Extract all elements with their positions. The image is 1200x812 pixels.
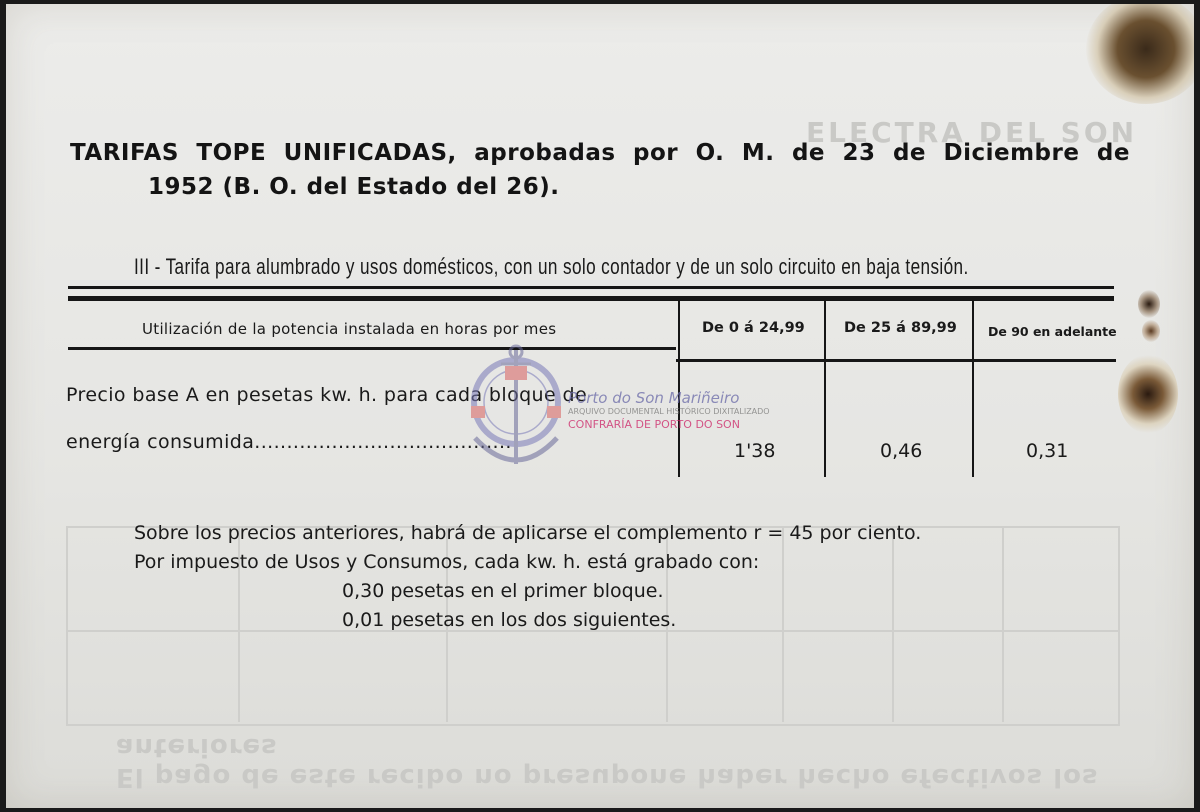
price-block-2: 0,46 [880,440,923,462]
anchor-stamp-icon [461,342,571,477]
col-divider-3 [972,301,974,477]
ghost-text-bottom: El pago de este recibo no presupone haber hecho efectivos los anteriores [116,732,1099,792]
ghost-table-vline [782,526,784,722]
note-complement: Sobre los precios anteriores, habrá de aplicarse el complemento r = 45 por ciento. [134,522,922,544]
ghost-table-vline [1002,526,1004,722]
price-block-3: 0,31 [1026,440,1069,462]
price-block-1: 1'38 [734,440,776,462]
ghost-text-top-right: ELECTRA DEL SON [806,116,1138,149]
stain-right [1118,354,1178,434]
document-title [70,136,1130,204]
note-tax-first-block: 0,30 pesetas en el primer bloque. [342,580,664,602]
header-col-3: De 90 en adelante [988,324,1117,339]
stain-right-small [1138,290,1160,318]
header-col-1: De 0 á 24,99 [702,320,805,336]
stamp-line-2: ARQUIVO DOCUMENTAL HISTÓRICO DIXITALIZADO [568,407,770,416]
stamp-line-3: CONFRARÍA DE PORTO DO SON [568,418,740,431]
header-bottom-rule-right [676,359,1116,362]
col-divider-2 [824,301,826,477]
header-hours-per-month: Utilización de la potencia instalada en horas por mes [142,320,557,338]
row-label-line-1: Precio base A en pesetas kw. h. para cada bloque de [66,384,588,406]
table-top-rule-2 [68,296,1114,301]
header-bottom-rule [68,347,676,350]
ghost-table-vline [892,526,894,722]
stamp-text [568,389,770,431]
stain-right-small-2 [1142,320,1160,342]
note-tax: Por impuesto de Usos y Consumos, cada kw. h. está grabado con: [134,551,760,573]
stamp-line-1: Porto do Son Mariñeiro [568,389,740,407]
row-label-line-2: energía consumida........................................ [66,431,512,453]
document-page [6,4,1194,808]
title-line-2: 1952 (B. O. del Estado del 26). [148,174,560,200]
stain-top-right [1086,4,1194,104]
tariff-subtitle: III - Tarifa para alumbrado y usos domésticos, con un solo contador y de un solo circuito en baja tensión. [134,254,969,279]
title-line-1: TARIFAS TOPE UNIFICADAS, aprobadas por O. M. de 23 de Diciembre de [70,140,1130,166]
table-top-rule [68,286,1114,289]
note-tax-other-blocks: 0,01 pesetas en los dos siguientes. [342,609,677,631]
header-col-2: De 25 á 89,99 [844,320,957,336]
